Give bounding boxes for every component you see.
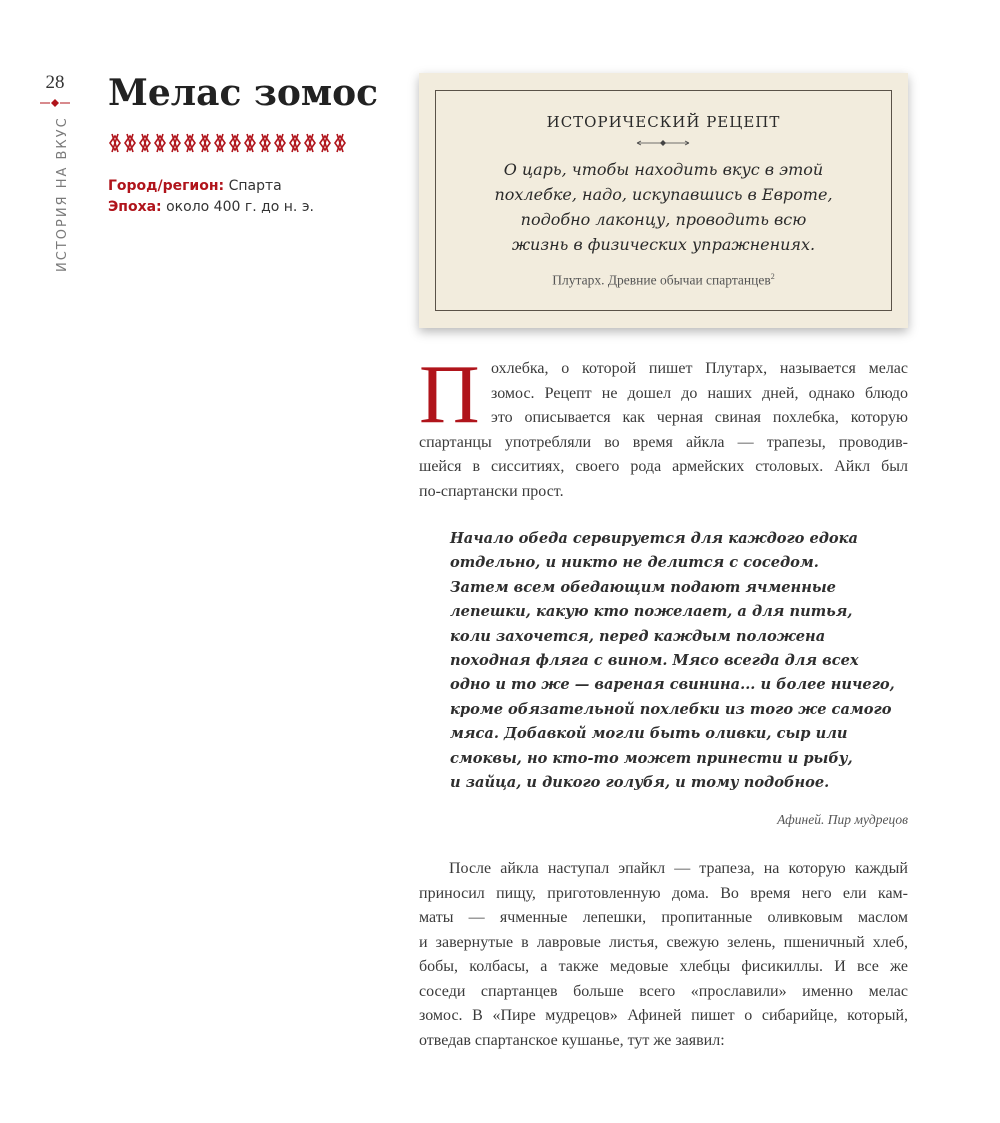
- paragraph-line: соседи спартанцев больше всего «прославили» именно мелас: [419, 982, 908, 1000]
- paragraph-line: по-спартански прост.: [419, 482, 564, 500]
- recipe-quote-line: О царь, чтобы находить вкус в этой: [503, 160, 824, 179]
- citation-line: смоквы, но кто-то может принести и рыбу,: [450, 749, 853, 767]
- paragraph-line: приносил пищу, приготовленную дома. Во время него ели кам-: [419, 884, 908, 902]
- dish-meta: [108, 176, 314, 218]
- paragraph-line: и завернутые в лавровые листья, свежую зелень, пшеничный хлеб,: [419, 933, 908, 951]
- drop-cap: П: [419, 348, 480, 441]
- citation-line: коли захочется, перед каждым положена: [450, 627, 826, 645]
- block-citation: [450, 527, 895, 795]
- citation-line: походная фляга с вином. Мясо всегда для всех: [450, 652, 859, 670]
- paragraph-line: После айкла наступал эпайкл — трапеза, на которую каждый: [449, 860, 908, 877]
- meta-region-value: Спарта: [228, 178, 282, 194]
- paragraph-after-aikl: [419, 857, 908, 1053]
- recipe-divider-icon: [633, 138, 693, 148]
- recipe-quote-line: жизнь в физических упражнениях.: [511, 235, 816, 254]
- running-head: ИСТОРИЯ НА ВКУС: [55, 116, 70, 272]
- page-number-ornament-icon: [38, 98, 72, 108]
- meta-region-label: Город/регион:: [108, 178, 225, 194]
- citation-source: Афиней. Пир мудрецов: [777, 812, 908, 827]
- citation-line: отдельно, и никто не делится с соседом.: [450, 554, 819, 572]
- paragraph-line: маты — ячменные лепешки, пропитанные оливковым маслом: [419, 909, 908, 926]
- page-number: 28: [45, 72, 65, 93]
- paragraph-line: спартанцы употребляли во время айкла — трапезы, проводив-: [419, 433, 908, 451]
- paragraph-line: бобы, колбасы, а также медовые хлебцы фисикиллы. И все же: [419, 958, 908, 975]
- citation-line: Начало обеда сервируется для каждого едока: [450, 530, 858, 547]
- citation-line: Затем всем обедающим подают ячменные: [450, 578, 836, 596]
- ornament-band-icon: [108, 132, 354, 154]
- citation-line: мяса. Добавкой могли быть оливки, сыр или: [450, 725, 848, 743]
- citation-line: кроме обязательной похлебки из того же самого: [450, 700, 892, 718]
- paragraph-intro: [419, 348, 908, 504]
- meta-era: [108, 197, 314, 218]
- recipe-quote: [459, 157, 868, 257]
- meta-era-label: Эпоха:: [108, 199, 162, 215]
- recipe-quote-line: подобно лаконцу, проводить всю: [520, 210, 807, 229]
- recipe-quote-line: похлебке, надо, искупавшись в Евроте,: [494, 185, 833, 204]
- paragraph-line: это описывается как черная свиная похлебка, которую: [491, 409, 908, 426]
- recipe-quote-source: [419, 272, 908, 289]
- paragraph-line: шейся в сисситиях, своего рода армейских столовых. Айкл был: [419, 458, 908, 475]
- page-title: Мелас зомос: [108, 72, 379, 114]
- citation-line: лепешки, какую кто пожелает, а для питья,: [450, 603, 853, 621]
- citation-line: одно и то же — вареная свинина... и более ничего,: [450, 676, 895, 694]
- paragraph-line: отведав спартанское кушанье, тут же заявил:: [419, 1031, 725, 1049]
- footnote-marker: 2: [770, 272, 775, 281]
- recipe-source-text: Плутарх. Древние обычаи спартанцев: [552, 272, 771, 288]
- historical-recipe-card: [419, 73, 908, 328]
- meta-region: [108, 176, 314, 197]
- paragraph-line: охлебка, о которой пишет Плутарх, называется мелас: [491, 360, 908, 377]
- meta-era-value: около 400 г. до н. э.: [166, 199, 314, 215]
- citation-line: и зайца, и дикого голубя, и тому подобное.: [450, 774, 830, 792]
- recipe-card-title: ИСТОРИЧЕСКИЙ РЕЦЕПТ: [546, 113, 781, 131]
- paragraph-line: зомос. В «Пире мудрецов» Афиней пишет о сибарийце, который,: [419, 1007, 908, 1024]
- paragraph-line: зомос. Рецепт не дошел до наших дней, однако блюдо: [491, 384, 908, 402]
